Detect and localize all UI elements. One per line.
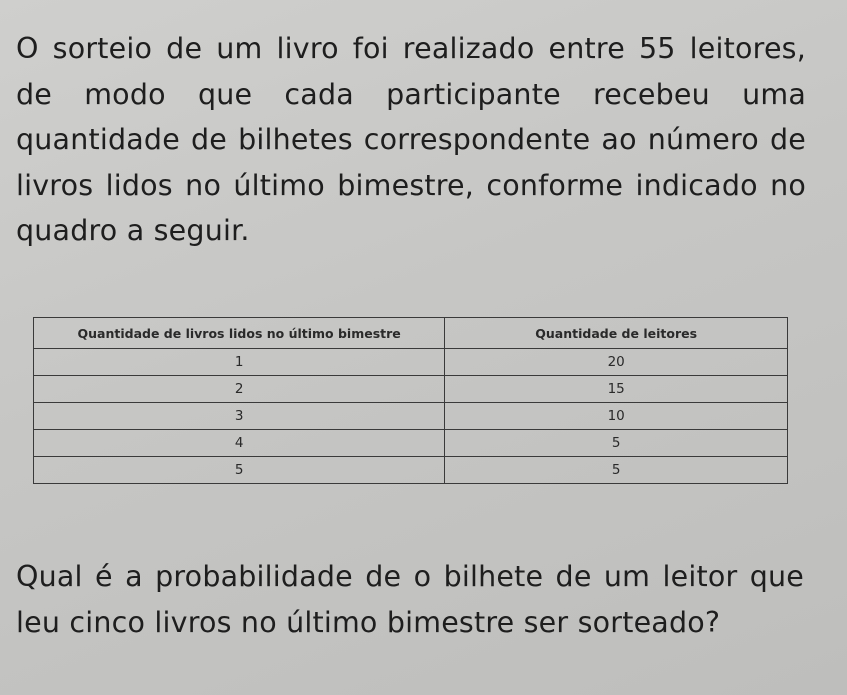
question-paragraph: Qual é a probabilidade de o bilhete de um leitor que leu cinco livros no último bimestre ser sorteado? xyxy=(16,560,804,639)
cell-books: 2 xyxy=(34,376,445,403)
cell-readers: 5 xyxy=(445,430,788,457)
table-row xyxy=(34,403,788,430)
table-header-row xyxy=(34,318,788,349)
cell-readers: 5 xyxy=(445,457,788,484)
cell-readers: 15 xyxy=(445,376,788,403)
cell-books: 4 xyxy=(34,430,445,457)
cell-books: 1 xyxy=(34,349,445,376)
cell-books: 3 xyxy=(34,403,445,430)
intro-paragraph: O sorteio de um livro foi realizado entre 55 leitores, de modo que cada participante recebeu uma quantidade de bilhetes correspondente ao número de livros lidos no último bimestre, conforme indicado no quadro a seguir. xyxy=(16,32,806,247)
header-readers-count: Quantidade de leitores xyxy=(445,318,788,349)
table-row xyxy=(34,457,788,484)
header-books-read: Quantidade de livros lidos no último bimestre xyxy=(34,318,445,349)
cell-readers: 10 xyxy=(445,403,788,430)
table-row xyxy=(34,430,788,457)
table-row xyxy=(34,376,788,403)
cell-readers: 20 xyxy=(445,349,788,376)
table-row xyxy=(34,349,788,376)
cell-books: 5 xyxy=(34,457,445,484)
readers-table-container xyxy=(33,317,788,484)
readers-table xyxy=(33,317,788,484)
